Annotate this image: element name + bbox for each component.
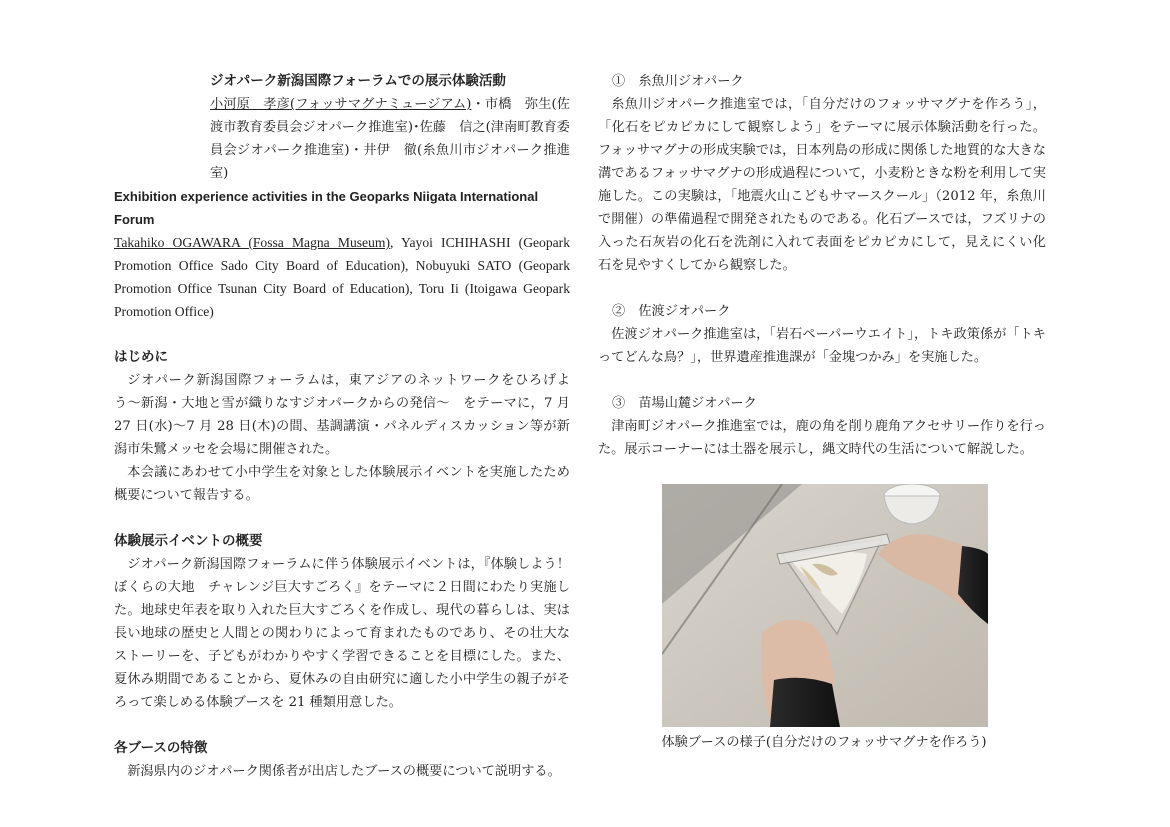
section-heading-intro: はじめに [114, 349, 168, 365]
paper-title-en: Exhibition experience activities in the Geoparks Niigata International Forum [114, 189, 539, 227]
intro-paragraph-1: ジオパーク新潟国際フォーラムは，東アジアのネットワークをひろげよう〜新潟・大地と雪が織りなすジオパークからの発信〜 をテーマに，7 月 27 日(水)〜7 月 28 日(木)の間、基調講演・パネルディスカッション等が新潟市朱鷺メッセを会場に開催された。 [114, 373, 570, 457]
paper-title-ja: ジオパーク新潟国際フォーラムでの展示体験活動 [210, 73, 506, 89]
coauthors-ja: ・市橋 弥生(佐渡市教育委員会ジオパーク推進室)･佐藤 信之(津南町教育委員会ジオパーク推進室)・井伊 徹(糸魚川市ジオパーク推進室) [210, 97, 570, 181]
left-column [114, 70, 570, 783]
overview-paragraph: ジオパーク新潟国際フォーラムに伴う体験展示イベントは，『体験しよう！ぼくらの大地 チャレンジ巨大すごろく』をテーマに２日間にわたり実施した。地球史年表を取り入れた巨大すごろくを作成し、現代の暮らしは、実は長い地球の歴史と人間との関わりによって育まれたものであり、その壮大なストーリーを、子どもがわかりやすく学習できることを目標にした。また、夏休み期間であることから、夏休みの自由研究に適した小中学生の親子がそろって楽しめる体験ブースを 21 種類用意した。 [114, 557, 570, 710]
first-author-en: Takahiko OGAWARA (Fossa Magna Museum) [114, 235, 390, 250]
first-author-ja: 小河原 孝彦(フォッサマグナミュージアム) [210, 97, 472, 112]
right-column [598, 70, 1046, 461]
itoigawa-paragraph: 糸魚川ジオパーク推進室では，「自分だけのフォッサマグナを作ろう」，「化石をピカピカにして観察しよう」をテーマに展示体験活動を行った。フォッサマグナの形成実験では，日本列島の形成に関係した地質的な大きな溝であるフォッサマグナの形成過程について，小麦粉ときな粉を利用して実施した。この実験は，「地震火山こどもサマースクール」（2012 年，糸魚川で開催）の準備過程で開発されたものである。化石ブースでは，フズリナの入った石灰岩の化石を洗剤に入れて表面をピカピカにして，見えにくい化石を見やすくしてから観察した。 [598, 97, 1046, 273]
intro-paragraph-2: 本会議にあわせて小中学生を対象とした体験展示イベントを実施したため概要について報告する。 [114, 465, 570, 503]
subheading-sado: ② 佐渡ジオパーク [612, 304, 731, 319]
authors-ja [210, 93, 570, 185]
section-heading-overview: 体験展示イベントの概要 [114, 533, 263, 549]
figure-caption: 体験ブースの様子(自分だけのフォッサマグナを作ろう) [661, 735, 987, 750]
naeba-paragraph: 津南町ジオパーク推進室では，鹿の角を削り鹿角アクセサリー作りを行った。展示コーナーには土器を展示し，縄文時代の生活について解説した。 [598, 419, 1046, 457]
booth-photo [662, 484, 988, 727]
subheading-naeba: ③ 苗場山麓ジオパーク [612, 396, 757, 411]
section-heading-booths: 各ブースの特徴 [114, 740, 208, 756]
coauthors-en: , Yayoi ICHIHASHI (Geopark Promotion Office Sado City Board of Education), Nobuyuki SATO (Geopark Promotion Office Tsunan City Board of Education), Toru Ii (Itoigawa Geopark Promotion Office) [114, 235, 570, 319]
subheading-itoigawa: ① 糸魚川ジオパーク [612, 74, 744, 89]
authors-en [114, 231, 570, 323]
sado-paragraph: 佐渡ジオパーク推進室は，「岩石ペーパーウエイト」，トキ政策係が「トキってどんな鳥？」，世界遺産推進課が「金塊つかみ」を実施した。 [598, 327, 1046, 365]
booth-photo-drawing [662, 484, 988, 727]
booths-paragraph: 新潟県内のジオパーク関係者が出店したブースの概要について説明する。 [127, 764, 561, 779]
